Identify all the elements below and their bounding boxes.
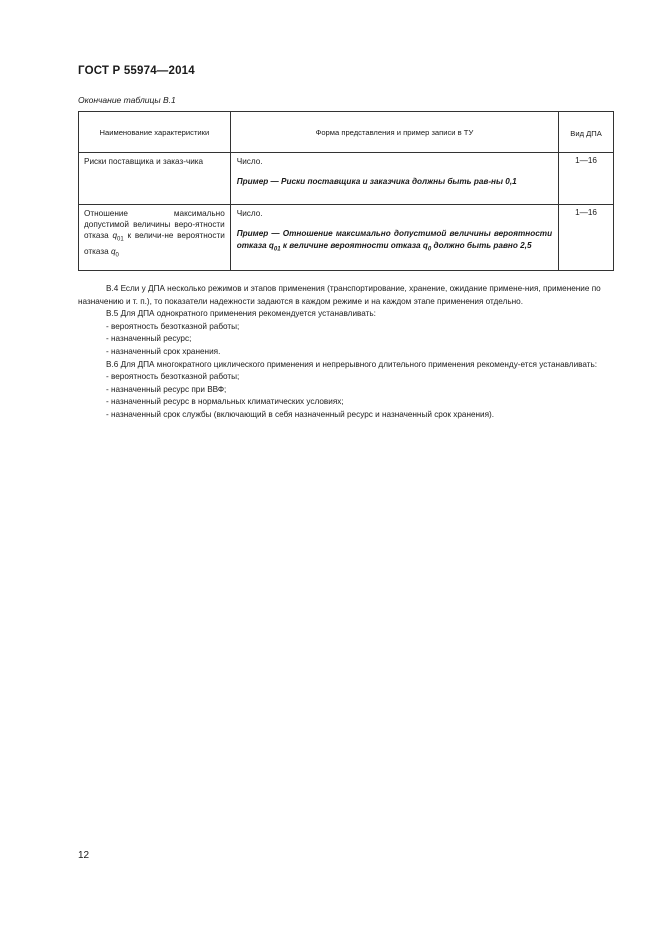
list-item: - назначенный срок службы (включающий в себя назначенный ресурс и назначенный срок хранения).: [106, 409, 495, 419]
page-number: 12: [78, 850, 90, 861]
row-2-name: Отношение максимально допустимой величины веро-ятности отказа $q_{01}$ к величи-не вероятности отказа $q_0$: [79, 205, 231, 271]
document-header: ГОСТ Р 55974—2014: [78, 65, 195, 77]
table-caption: Окончание таблицы В.1: [78, 95, 176, 105]
row-2-kind: 1—16: [559, 205, 614, 271]
body-text: [78, 283, 614, 422]
list-item: - назначенный ресурс;: [106, 334, 192, 344]
table-row: [79, 153, 614, 205]
row-1-example: Пример — Риски поставщика и заказчика должны быть рав-ны 0,1: [236, 177, 517, 186]
list-item: - вероятность безотказной работы;: [106, 372, 240, 382]
header-form: Форма представления и пример записи в ТУ: [230, 112, 558, 153]
characteristics-table: [78, 111, 614, 271]
list-item: - назначенный ресурс в нормальных климатических условиях;: [106, 397, 344, 407]
row-2-form-text: Число.: [236, 209, 263, 218]
list-item: - назначенный ресурс при ВВФ;: [106, 384, 227, 394]
header-kind: Вид ДПА: [559, 112, 614, 153]
header-name: Наименование характеристики: [79, 112, 231, 153]
row-1-name: Риски поставщика и заказ-чика: [79, 153, 231, 205]
list-item: - назначенный срок хранения.: [106, 346, 221, 356]
table-row: [79, 205, 614, 271]
paragraph-b6: В.6 Для ДПА многократного циклического применения и непрерывного длительного применения рекоменду-ется устанавливать:: [106, 359, 598, 369]
paragraph-b4: В.4 Если у ДПА несколько режимов и этапов применения (транспортирование, хранение, ожидание примене-ния, применение по назначению и т. п.), то показатели надежности задаются в каждом режиме и на каждом этапе применения отдельно.: [78, 284, 601, 306]
list-item: - вероятность безотказной работы;: [106, 321, 240, 331]
row-1-form-text: Число.: [236, 157, 263, 166]
paragraph-b5: В.5 Для ДПА однократного применения рекомендуется устанавливать:: [106, 309, 376, 319]
row-2-example: Пример — Отношение максимально допустимой величины вероятности отказа $q_{01}$ к величине вероятности отказа $q_0$ должно быть равно 2,5: [236, 229, 553, 253]
row-1-form: [230, 153, 558, 205]
row-2-form: [230, 205, 558, 271]
table-header-row: [79, 112, 614, 153]
row-1-kind: 1—16: [559, 153, 614, 205]
